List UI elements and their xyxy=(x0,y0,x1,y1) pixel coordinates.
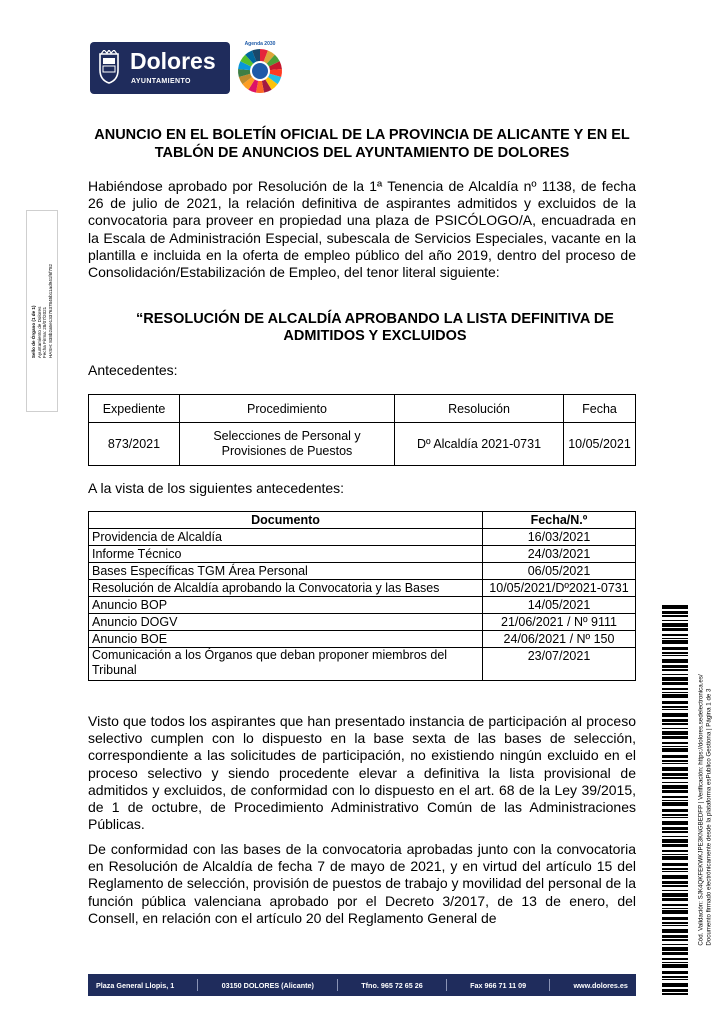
table-header-row xyxy=(89,395,636,423)
barcode-bar xyxy=(662,875,688,879)
barcode-bar xyxy=(662,790,688,793)
verification-text xyxy=(698,674,713,945)
barcode-bar xyxy=(662,935,688,938)
intro-paragraph: Habiéndose aprobado por Resolución de la 1ª Tenencia de Alcaldía nº 1138, de fecha 26 de julio de 2021, la relación definitiva de aspirantes admitidos y excluidos de la convocatoria para proveer en propiedad una plaza de PSICÓLOGO/A, encuadrada en la Escala de Administración Especial, subescala de Servicios Especiales, vacante en la plantilla e incluida en la oferta de empleo público del año 2019, dentro del proceso de Consolidación/Estabilización de Empleo, del tenor literal siguiente: xyxy=(88,178,636,281)
barcode-bar xyxy=(662,634,688,636)
barcode-bar xyxy=(662,674,688,675)
agenda-2030-label: Agenda 2030 xyxy=(244,41,276,47)
barcode-bar xyxy=(662,854,688,855)
barcode-bar xyxy=(662,893,688,897)
barcode-bar xyxy=(662,615,688,617)
barcode-bar xyxy=(662,688,688,690)
table-cell: 873/2021 xyxy=(89,423,180,466)
barcode-bar xyxy=(662,885,688,887)
barcode-bar xyxy=(662,850,688,852)
barcode-bar xyxy=(662,939,688,941)
document-cell: Comunicación a los Órganos que deban proponer miembros del Tribunal xyxy=(89,648,483,681)
sdg-wheel-icon xyxy=(234,47,286,95)
barcode-bar xyxy=(662,910,688,914)
footer-city: 03150 DOLORES (Alicante) xyxy=(221,980,314,990)
barcode-bar xyxy=(662,863,688,866)
header-cell: Procedimiento xyxy=(180,395,395,423)
date-cell: 06/05/2021 xyxy=(483,563,636,580)
footer-website[interactable]: www.dolores.es xyxy=(573,980,628,990)
document-cell: Anuncio BOP xyxy=(89,597,483,614)
barcode-bar xyxy=(662,655,688,656)
barcode-bar xyxy=(662,976,688,978)
barcode-bar xyxy=(662,701,688,704)
date-cell: 24/03/2021 xyxy=(483,546,636,563)
seal-line: Sello de Órgano (1 de 1) xyxy=(31,305,36,359)
antecedentes-label: Antecedentes: xyxy=(88,362,178,378)
table-row xyxy=(89,631,636,648)
footer-address: Plaza General Llopis, 1 xyxy=(96,980,175,990)
table-cell: Dº Alcaldía 2021-0731 xyxy=(395,423,564,466)
barcode-bar xyxy=(662,800,688,801)
document-title: ANUNCIO EN EL BOLETÍN OFICIAL DE LA PROVINCIA DE ALICANTE Y EN EL TABLÓN DE ANUNCIOS DEL AYUNTAMIENTO DE DOLORES xyxy=(94,127,630,161)
legal-basis-paragraph: De conformidad con las bases de la convocatoria aprobadas junto con la convocatoria en Resolución de Alcaldía de fecha 7 de mayo de 2021, y en virtud del artículo 15 del Reglamento de selección, provisión de puestos de trabajo y movilidad del personal de la función pública valenciana aprobado por el Decreto 3/2017, de 13 de enero, del Consell, en relación con el artículo 20 del Reglamento General de xyxy=(88,841,636,926)
seal-line: HASH: 838b2a5e1337637845b11ad941f6f782 xyxy=(47,263,53,359)
document-cell: Resolución de Alcaldía aprobando la Convocatoria y las Bases xyxy=(89,580,483,597)
barcode-bar xyxy=(662,682,688,685)
barcode-bar xyxy=(662,748,688,752)
barcode-icon xyxy=(662,605,688,997)
document-cell: Anuncio BOE xyxy=(89,631,483,648)
barcode-bar xyxy=(662,871,688,872)
barcode-bar xyxy=(662,605,688,609)
barcode-bar xyxy=(662,767,688,771)
barcode-bar xyxy=(662,971,688,974)
table-header-row xyxy=(89,512,636,529)
expediente-table xyxy=(88,394,636,466)
agenda-2030-logo xyxy=(234,41,286,95)
barcode-bar xyxy=(662,647,688,650)
barcode-bar xyxy=(662,709,688,710)
barcode-bar xyxy=(662,736,688,739)
barcode-bar xyxy=(662,620,688,621)
documents-table xyxy=(88,511,636,681)
header-cell: Fecha/N.º xyxy=(483,512,636,529)
barcode-bar xyxy=(662,785,688,789)
table-row xyxy=(89,648,636,681)
organ-seal-stamp xyxy=(26,210,58,412)
barcode-bar xyxy=(662,694,688,698)
barcode-bar xyxy=(662,993,688,995)
barcode-bar xyxy=(662,623,688,627)
barcode-bar xyxy=(662,728,688,729)
barcode-bar xyxy=(662,844,688,847)
barcode-bar xyxy=(662,922,688,924)
barcode-bar xyxy=(662,746,688,747)
footer-divider xyxy=(446,979,447,991)
barcode-bar xyxy=(662,665,688,668)
barcode-bar xyxy=(662,638,688,639)
barcode-bar xyxy=(662,947,688,951)
barcode-bar xyxy=(662,952,688,955)
footer-bar xyxy=(88,974,636,996)
barcode-bar xyxy=(662,983,688,987)
barcode-bar xyxy=(662,817,688,818)
barcode-bar xyxy=(662,628,688,631)
barcode-bar xyxy=(662,763,688,764)
barcode-bar xyxy=(662,742,688,744)
header-cell: Resolución xyxy=(395,395,564,423)
barcode-bar xyxy=(662,809,688,812)
barcode-bar xyxy=(662,958,688,960)
barcode-bar xyxy=(662,989,688,992)
barcode-bar xyxy=(662,692,688,693)
barcode-bar xyxy=(662,719,688,722)
barcode-bar xyxy=(662,669,688,671)
table-row xyxy=(89,597,636,614)
barcode-bar xyxy=(662,898,688,901)
barcode-bar xyxy=(662,827,688,830)
barcode-bar xyxy=(662,962,688,963)
considerations-paragraph: Visto que todos los aspirantes que han presentado instancia de participación al proceso selectivo cumplen con lo dispuesto en la base sexta de las bases de selección, correspondiente a las solicitudes de participación, no existiendo ningún excluido en el proceso selectivo y siendo procedente elevar a definitiva la lista provisional de admitidos y excluidos, de conformidad con lo dispuesto en el art. 68 de la Ley 39/2015, de 1 de octubre, de Procedimiento Administrativo Común de las Administraciones Públicas. xyxy=(88,713,636,833)
date-cell: 24/06/2021 / Nº 150 xyxy=(483,631,636,648)
barcode-bar xyxy=(662,868,688,870)
barcode-bar xyxy=(662,755,688,758)
barcode-bar xyxy=(662,652,688,654)
date-cell: 21/06/2021 / Nº 9111 xyxy=(483,614,636,631)
barcode-bar xyxy=(662,908,688,909)
header-cell: Fecha xyxy=(564,395,636,423)
table-cell: 10/05/2021 xyxy=(564,423,636,466)
barcode-bar xyxy=(662,944,688,945)
barcode-bar xyxy=(662,881,688,884)
table-row xyxy=(89,614,636,631)
table-row xyxy=(89,423,636,466)
footer-divider xyxy=(337,979,338,991)
date-cell: 14/05/2021 xyxy=(483,597,636,614)
footer-divider xyxy=(549,979,550,991)
barcode-bar xyxy=(662,777,688,779)
barcode-bar xyxy=(662,890,688,891)
seal-line: Fecha Firma: 28/07/2021 xyxy=(42,306,47,359)
barcode-bar xyxy=(662,814,688,816)
logo-name: Dolores xyxy=(130,48,216,74)
barcode-bar xyxy=(662,836,688,837)
barcode-bar xyxy=(662,782,688,783)
logo-subtitle: AYUNTAMIENTO xyxy=(131,78,191,85)
document-cell: Providencia de Alcaldía xyxy=(89,529,483,546)
barcode-bar xyxy=(662,713,688,717)
header-cell: Documento xyxy=(89,512,483,529)
barcode-bar xyxy=(662,731,688,735)
barcode-bar xyxy=(662,831,688,833)
barcode-bar xyxy=(662,821,688,825)
date-cell: 16/03/2021 xyxy=(483,529,636,546)
verification-line: Cód. Validación: SJK4QKFEKWKJPE3KNGBEDFP | Verificación: https://dolores.sedelectronica.es/ xyxy=(697,674,705,946)
barcode-bar xyxy=(662,839,688,843)
barcode-bar xyxy=(662,904,688,906)
table-row xyxy=(89,546,636,563)
document-cell: Informe Técnico xyxy=(89,546,483,563)
date-cell: 10/05/2021/Dº2021-0731 xyxy=(483,580,636,597)
table-row xyxy=(89,563,636,580)
header-cell: Expediente xyxy=(89,395,180,423)
footer-phone: Tfno. 965 72 65 26 xyxy=(361,980,423,990)
barcode-bar xyxy=(662,611,688,614)
barcode-bar xyxy=(662,929,688,933)
coat-of-arms-icon xyxy=(98,50,120,84)
antecedentes-intro-label: A la vista de los siguientes antecedentes: xyxy=(88,480,345,496)
barcode-bar xyxy=(662,760,688,762)
resolution-title: “RESOLUCIÓN DE ALCALDÍA APROBANDO LA LISTA DEFINITIVA DE ADMITIDOS Y EXCLUIDOS xyxy=(136,311,614,344)
sdg-center xyxy=(252,63,268,79)
barcode-bar xyxy=(662,640,688,644)
seal-line: Ayuntamiento de Dolores xyxy=(36,306,42,359)
barcode-bar xyxy=(662,723,688,725)
document-cell: Bases Específicas TGM Área Personal xyxy=(89,563,483,580)
table-cell: Selecciones de Personal y Provisiones de Puestos xyxy=(180,423,395,466)
barcode-bar xyxy=(662,979,688,980)
barcode-bar xyxy=(662,964,688,968)
barcode-bar xyxy=(662,917,688,920)
footer-fax: Fax 966 71 11 09 xyxy=(470,980,527,990)
barcode-bar xyxy=(662,773,688,776)
verification-line: Documento firmado electrónicamente desde la plataforma esPublico Gestiona | Página 1 de 3 xyxy=(705,688,712,946)
dolores-logo xyxy=(90,42,230,94)
date-cell: 23/07/2021 xyxy=(483,648,636,681)
document-cell: Anuncio DOGV xyxy=(89,614,483,631)
barcode-bar xyxy=(662,856,688,860)
table-row xyxy=(89,529,636,546)
footer-divider xyxy=(197,979,198,991)
barcode-bar xyxy=(662,706,688,708)
barcode-bar xyxy=(662,659,688,663)
barcode-bar xyxy=(662,802,688,806)
table-row xyxy=(89,580,636,597)
barcode-bar xyxy=(662,925,688,926)
barcode-bar xyxy=(662,677,688,681)
barcode-bar xyxy=(662,796,688,798)
